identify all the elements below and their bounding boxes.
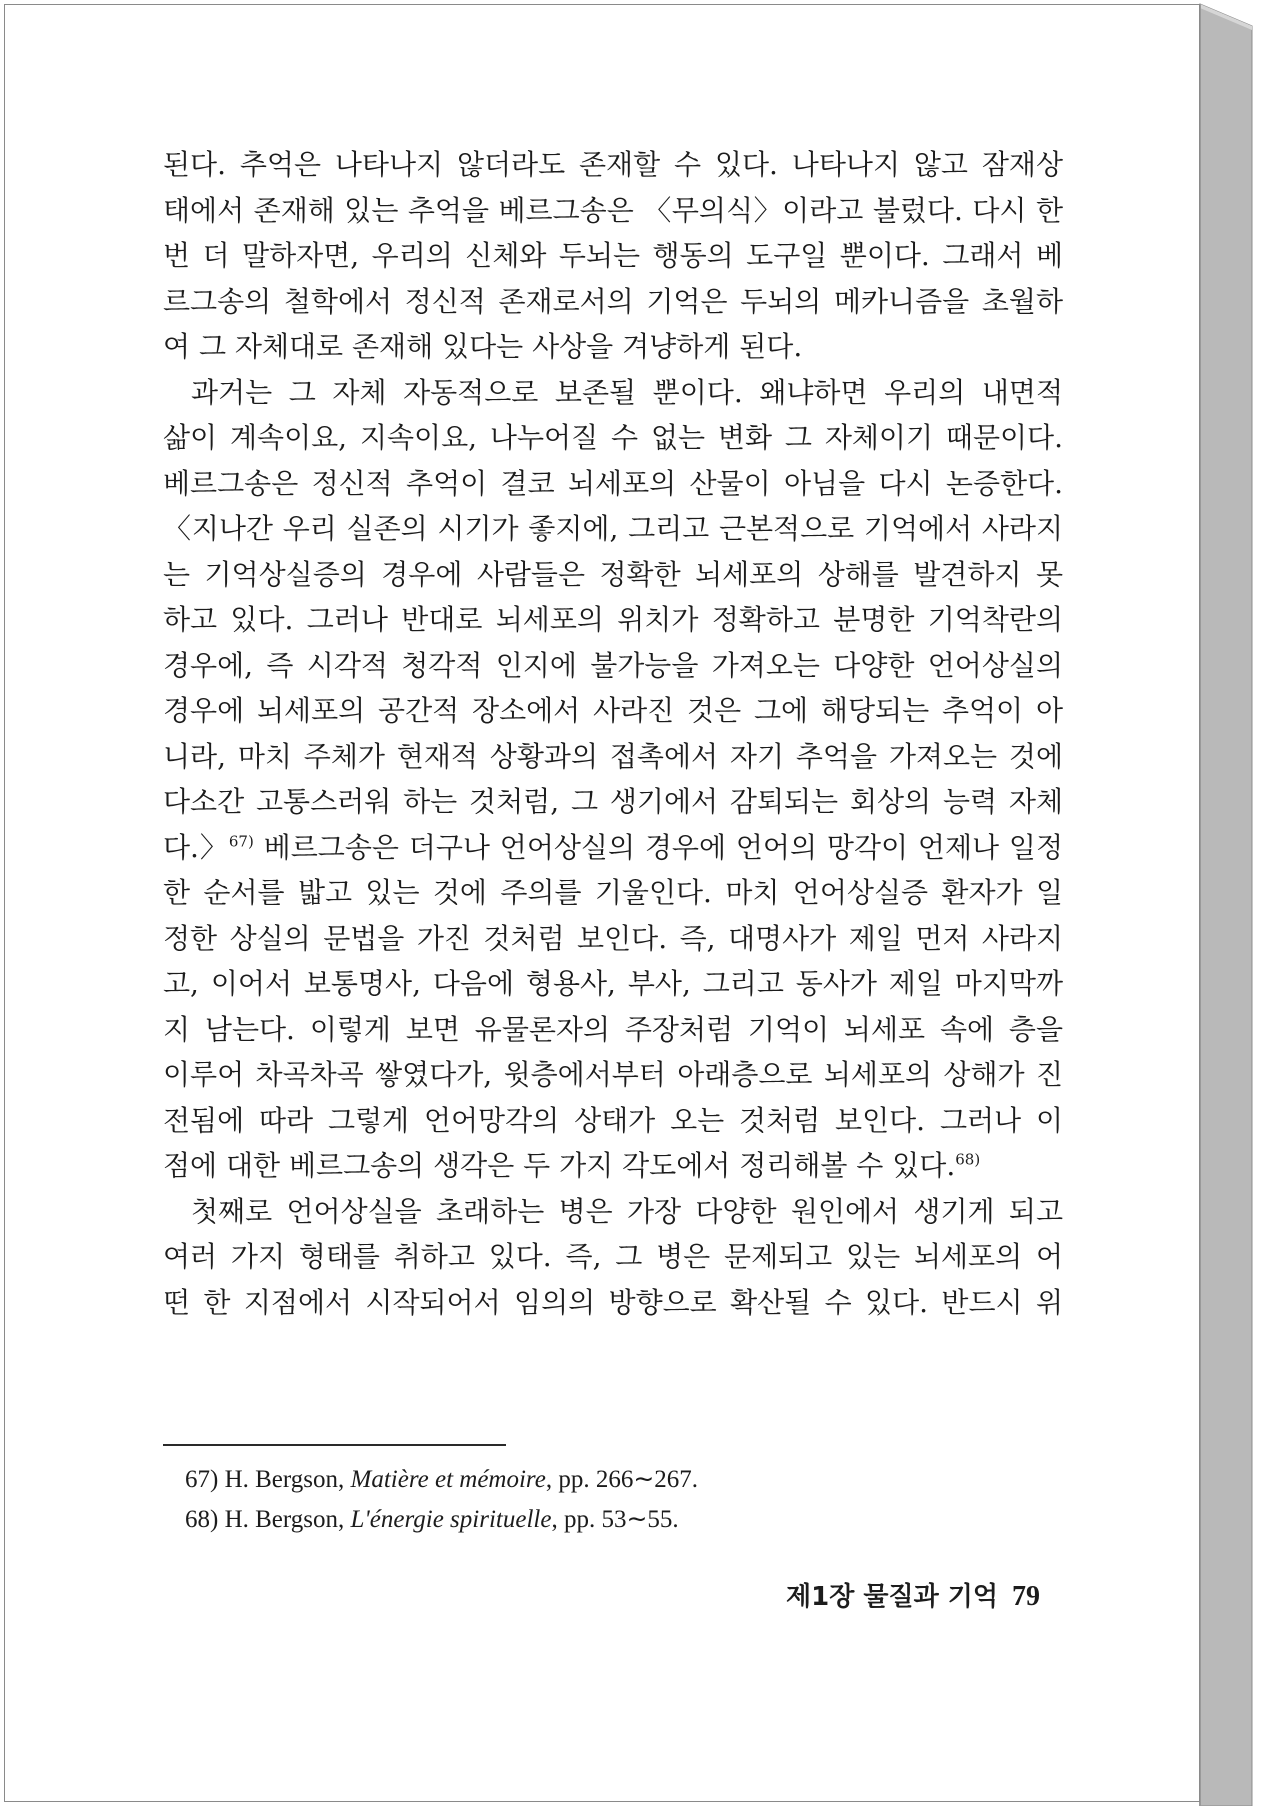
text-line-with-footnote: [163, 825, 1063, 871]
text-line-start: 다.〉: [163, 830, 229, 864]
text-line: 경우에 뇌세포의 공간적 장소에서 사라진 것은 그에 해당되는 추억이 아: [163, 694, 1063, 727]
footnote-ref-68[interactable]: 68): [955, 1150, 981, 1169]
paragraph-3: [163, 1189, 1063, 1326]
text-line: 전됨에 따라 그렇게 언어망각의 상태가 오는 것처럼 보인다. 그러나 이: [163, 1103, 1063, 1137]
text-line-content: 점에 대한 베르그송의 생각은 두 가지 각도에서 정리해볼 수 있다.: [163, 1149, 956, 1182]
text-line-indented: [163, 370, 1063, 416]
text-line: 삶이 계속이요, 지속이요, 나누어질 수 없는 변화 그 자체이기 때문이다.: [163, 421, 1063, 454]
footnote-number: 68): [185, 1506, 219, 1533]
text-line-content: 첫째로 언어상실을 초래하는 병은 가장 다양한 원인에서 생기게 되고: [191, 1194, 1063, 1228]
text-line: 정한 상실의 문법을 가진 것처럼 보인다. 즉, 대명사가 제일 먼저 사라지: [163, 921, 1063, 955]
footnote-pages: , pp. 53∼55.: [551, 1506, 679, 1533]
footnote-pages: , pp. 266∼267.: [545, 1466, 699, 1493]
text-line: 된다. 추억은 나타나지 않더라도 존재할 수 있다. 나타나지 않고 잠재상: [163, 148, 1063, 181]
text-line: 니라, 마치 주체가 현재적 상황과의 접촉에서 자기 추억을 가져오는 것에: [163, 739, 1063, 773]
text-line: 번 더 말하자면, 우리의 신체와 두뇌는 행동의 도구일 뿐이다. 그래서 베: [163, 239, 1063, 272]
text-line: 베르그송은 정신적 추억이 결코 뇌세포의 산물이 아님을 다시 논증한다.: [163, 466, 1063, 500]
text-line: 르그송의 철학에서 정신적 존재로서의 기억은 두뇌의 메카니즘을 초월하: [163, 284, 1063, 318]
text-line: 떤 한 지점에서 시작되어서 임의의 방향으로 확산될 수 있다. 반드시 위: [163, 1285, 1063, 1319]
text-line: 여 그 자체대로 존재해 있다는 사상을 겨냥하게 된다.: [163, 330, 803, 363]
chapter-title: 제1장 물질과 기억: [785, 1582, 998, 1612]
footnote-separator: [163, 1444, 506, 1446]
text-line: 이루어 차곡차곡 쌓였다가, 윗층에서부터 아래층으로 뇌세포의 상해가 진: [163, 1058, 1063, 1091]
footnote-ref-67[interactable]: 67): [228, 832, 254, 851]
text-line: 지 남는다. 이렇게 보면 유물론자의 주장처럼 기억이 뇌세포 속에 층을: [163, 1012, 1063, 1046]
footnote-author: H. Bergson,: [224, 1466, 345, 1493]
text-line-with-footnote: [163, 1143, 1063, 1189]
body-text: [163, 142, 1063, 1325]
footnote-title: L'énergie spirituelle: [350, 1506, 552, 1533]
paragraph-2: [163, 370, 1063, 1189]
footnote-67: [185, 1460, 698, 1500]
text-line: 경우에, 즉 시각적 청각적 인지에 불가능을 가져오는 다양한 언어상실의: [163, 648, 1063, 682]
footnote-title: Matière et mémoire: [350, 1466, 546, 1493]
text-line: 태에서 존재해 있는 추억을 베르그송은 〈무의식〉이라고 불렀다. 다시 한: [163, 193, 1063, 227]
footnote-author: H. Bergson,: [224, 1506, 345, 1533]
page-number: 79: [1012, 1581, 1040, 1612]
text-line-content: 과거는 그 자체 자동적으로 보존될 뿐이다. 왜냐하면 우리의 내면적: [191, 375, 1063, 409]
text-line: 〈지나간 우리 실존의 시기가 좋지에, 그리고 근본적으로 기억에서 사라지: [163, 512, 1063, 545]
text-line: 다소간 고통스러워 하는 것처럼, 그 생기에서 감퇴되는 회상의 능력 자체: [163, 785, 1063, 818]
text-line: 하고 있다. 그러나 반대로 뇌세포의 위치가 정확하고 분명한 기억착란의: [163, 603, 1063, 636]
text-line-indented: [163, 1189, 1063, 1235]
paragraph-1: [163, 142, 1063, 370]
text-line-tail: 베르그송은 더구나 언어상실의 경우에 언어의 망각이 언제나 일정: [253, 830, 1063, 864]
footnote-68: [185, 1500, 698, 1540]
text-line: 여러 가지 형태를 취하고 있다. 즉, 그 병은 문제되고 있는 뇌세포의 어: [163, 1240, 1063, 1273]
text-line: 는 기억상실증의 경우에 사람들은 정확한 뇌세포의 상해를 발견하지 못: [163, 557, 1063, 591]
text-line: 고, 이어서 보통명사, 다음에 형용사, 부사, 그리고 동사가 제일 마지막까: [163, 967, 1063, 1000]
footnote-number: 67): [185, 1466, 219, 1493]
running-footer: [740, 1576, 1040, 1613]
text-line: 한 순서를 밟고 있는 것에 주의를 기울인다. 마치 언어상실증 환자가 일: [163, 876, 1063, 909]
footnotes: [185, 1460, 698, 1540]
